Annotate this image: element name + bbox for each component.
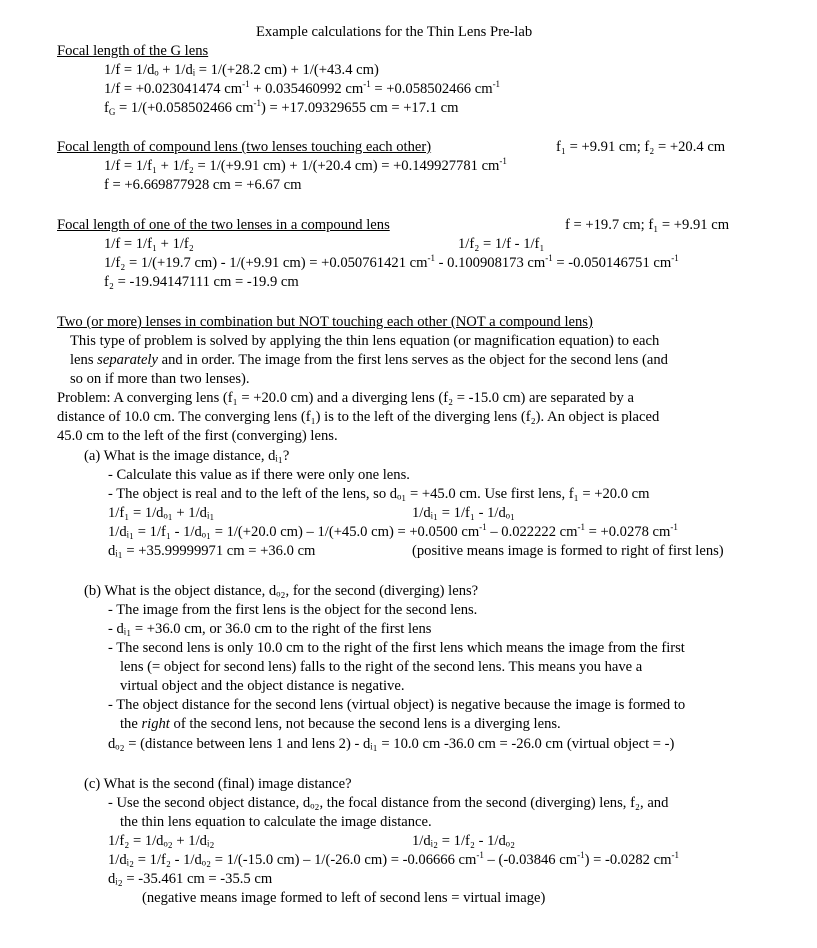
bullet-line: - Use the second object distance, dₒ₂, the focal distance from the second (diverging) lens, f₂, and (108, 795, 669, 811)
equation-line: 1/f = 1/dₒ + 1/dᵢ = 1/(+28.2 cm) + 1/(+43.4 cm) (104, 62, 379, 78)
bullet-line: lens (= object for second lens) falls to the right of the second lens. This means you have a (120, 659, 643, 675)
paragraph-line: lens separately and in order. The image from the first lens serves as the object for the second lens (and (70, 352, 668, 368)
equation-line: f = +6.669877928 cm = +6.67 cm (104, 177, 302, 193)
equation-line: $f_G = 1/(+0.058502466$ $cm^{-1}) = +17.09329655$ cm = +17.1 cm (104, 98, 459, 117)
question-b: (b) What is the object distance, dₒ₂, for the second (diverging) lens? (84, 583, 479, 599)
equation-line: 1/dᵢ₂ = 1/f₂ - 1/dₒ₂ = 1/(-15.0 cm) – 1/(-26.0 cm) = -0.06666 $cm^{-1} - (-0.03846$ $cm^{-1}) = -0.0282$ $cm^{-1}$ (108, 850, 679, 868)
bullet-line: - dᵢ₁ = +36.0 cm, or 36.0 cm to the right of the first lens (108, 621, 432, 637)
equation-line: 1/f₂ = 1/(+19.7 cm) - 1/(+9.91 cm) = +0.050761421 $cm^{-1} - 0.100908173$ $cm^{-1} = -0.050146751$ $cm^{-1}$ (104, 253, 679, 271)
problem-line: distance of 10.0 cm. The converging lens (f₁) is to the left of the diverging lens (f₂). An object is placed (57, 409, 660, 425)
equation-line: 1/f₁ = 1/dₒ₁ + 1/dᵢ₁ (108, 505, 215, 521)
bullet-line: virtual object and the object distance is negative. (120, 678, 405, 694)
equation-line: 1/f₂ = 1/dₒ₂ + 1/dᵢ₂ (108, 833, 215, 849)
bullet-line: - The second lens is only 10.0 cm to the right of the first lens which means the image from the first (108, 640, 685, 656)
equation-line: 1/f = +0.023041474 $cm^{-1} + 0.035460992$ $cm^{-1} = +0.058502466$ $cm^{-1}$ (104, 79, 501, 97)
bullet-line: - The image from the first lens is the object for the second lens. (108, 602, 478, 618)
equation-line: 1/dᵢ₁ = 1/f₁ - 1/dₒ₁ (412, 505, 516, 521)
question-c: (c) What is the second (final) image distance? (84, 776, 352, 792)
section-heading-two-lenses: Two (or more) lenses in combination but NOT touching each other (NOT a compound lens) (57, 314, 593, 330)
page-title: Example calculations for the Thin Lens Pre-lab (256, 24, 533, 40)
section-heading-g-lens: Focal length of the G lens (57, 43, 209, 59)
section-heading-one-lens: Focal length of one of the two lenses in a compound lens (57, 217, 390, 233)
equation-line: 1/f = 1/f₁ + 1/f₂ (104, 236, 194, 252)
section-heading-compound-lens: Focal length of compound lens (two lenses touching each other) (57, 139, 432, 155)
equation-line: dᵢ₂ = -35.461 cm = -35.5 cm (108, 871, 273, 887)
bullet-line: the thin lens equation to calculate the image distance. (120, 814, 432, 830)
equation-line: 1/dᵢ₁ = 1/f₁ - 1/dₒ₁ = 1/(+20.0 cm) – 1/(+45.0 cm) = +0.0500 $cm^{-1} - 0.022222$ $cm^{-1} = +0.0278$ $cm^{-1}$ (108, 522, 678, 540)
problem-line: Problem: A converging lens (f₁ = +20.0 cm) and a diverging lens (f₂ = -15.0 cm) are separated by a (57, 390, 634, 406)
given-values: f = +19.7 cm; f₁ = +9.91 cm (565, 217, 730, 233)
problem-line: 45.0 cm to the left of the first (converging) lens. (57, 428, 338, 444)
question-a: (a) What is the image distance, dᵢ₁? (84, 448, 290, 464)
note-text: (positive means image is formed to right of first lens) (412, 543, 724, 559)
bullet-line: - Calculate this value as if there were only one lens. (108, 467, 410, 483)
paragraph-line: This type of problem is solved by applying the thin lens equation (or magnification equation) to each (70, 333, 660, 349)
paragraph-line: so on if more than two lenses). (70, 371, 250, 387)
equation-line: dₒ₂ = (distance between lens 1 and lens 2) - dᵢ₁ = 10.0 cm -36.0 cm = -26.0 cm (virtual object = -) (108, 736, 675, 752)
equation-line: f₂ = -19.94147111 cm = -19.9 cm (104, 274, 299, 290)
bullet-line: the right of the second lens, not because the second lens is a diverging lens. (120, 716, 561, 732)
bullet-line: - The object distance for the second lens (virtual object) is negative because the image is formed to (108, 697, 686, 713)
given-values: f₁ = +9.91 cm; f₂ = +20.4 cm (556, 139, 726, 155)
bullet-line: - The object is real and to the left of the lens, so dₒ₁ = +45.0 cm. Use first lens, f₁ = +20.0 cm (108, 486, 650, 502)
equation-line: 1/f = 1/f₁ + 1/f₂ = 1/(+9.91 cm) + 1/(+20.4 cm) = +0.149927781 $cm^{-1}$ (104, 156, 507, 174)
equation-line: dᵢ₁ = +35.99999971 cm = +36.0 cm (108, 543, 316, 559)
note-text: (negative means image formed to left of second lens = virtual image) (142, 890, 546, 906)
equation-line: 1/dᵢ₂ = 1/f₂ - 1/dₒ₂ (412, 833, 516, 849)
equation-line: 1/f₂ = 1/f - 1/f₁ (458, 236, 545, 252)
